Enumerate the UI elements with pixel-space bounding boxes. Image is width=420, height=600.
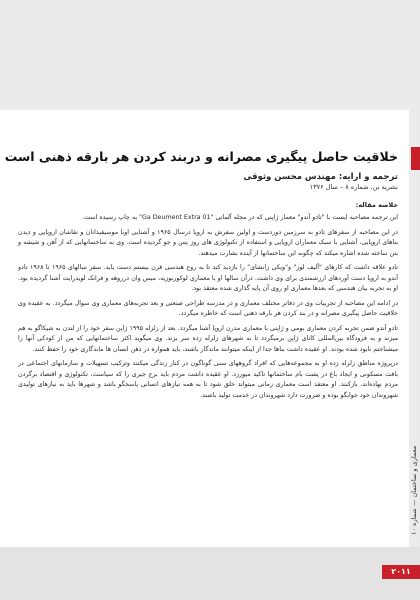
page-number: ۲۰۱۱ [382, 565, 420, 579]
article-title: خلاقیت حاصل پیگیری مصرانه و دربند کردن هر بارقه ذهنی است [4, 149, 398, 164]
article-byline: ترجمه و ارایه: مهندس محسن وثوقی [243, 172, 398, 182]
footer-band [0, 547, 420, 600]
journal-name-vertical: معماری و ساختمان — شماره ۱۰ [410, 445, 418, 535]
top-gray-band [0, 0, 420, 110]
summary-heading: خلاصه مقاله: [355, 201, 398, 209]
paragraph: این ترجمه مصاحبه ایست با "تادو آندو" معمار ژاپنی که در مجله آلمانی "Ga Deument Extra 01" به چاپ رسیده است. [82, 214, 398, 221]
article [4, 148, 398, 405]
article-source: نشریه بن، شماره ۸ – سال ۱۳۷۶ [309, 183, 398, 191]
paragraph: درپروژه مناطق زلزله زده او به مجموعه‌هایی که افراد گروههای سنی گوناگون در کنار زندگی میکنند وترکیب تسهیلات و سازمانهای اجتماعی در بافت مسکونی و ایجاد باغ در پشت بام ساختمانها تاکید میورزد. او عقیده داشت مردم باید برج جیری را که سیاست، تکنولوژی و اقتصاد برگردن مردم نهاده‌اند، بازکنند. او معتقد است معماری زمانی میتواند خلق شود تا به همه نیازهای انسانی پاسخگو باشد و شهرها باید به نیازهای تولیدی شهروندان خود جوابگو بوده و ضرورت دارد شهروندان در خدمت تولید باشند. [18, 360, 398, 399]
paragraph: در این مصاحبه از سفرهای تادو به سرزمین دوردست و اولین سفرش به اروپا درسال ۱۹۶۵ و آشنایی اوبا موسیقیدانان و نقاشان اروپایی و دیدن بناهای اروپایی، آشنایی با سبک معماران اروپایی و استفاده از تکنولوژی های روز پس و جو گردیده است. وی به ساختمانهایی که از آهن و شیشه و بتن ساخته شده اشاره میکند که چگونه این ساختمانها از آینده بشارت میدهند. [18, 228, 398, 257]
paragraph: تادو آندو ضمن تجربه کردن معماری بومی و ژاپنی با معماری مدرن اروپا آشنا میگردد. بعد از زلزله ۱۹۹۵ ژاپن سفر خود را از لندن به شیکاگو به هم میزند و به فرودگاه بین‌المللی کانای ژاپن برمیگردد تا به شهرهای زلزله زده سر بزند. وی میگوید اکثر ساختمانهایی که من از کودکی آنها را میشناختم نابود شده بودند. او عقیده داشت بناها جدا از اینکه میتوانند ماندگار باشند، باید همواره در ذهن انسان ها ماندگاری خود را حفظ کنند. [18, 324, 398, 353]
paragraph: تادو علاقه داشت که کارهای "آلیف لوز" و"ویکی زانشای" را بازدید کند تا به روح هندسی قرن بیستم دست یابد. سفر سالهای ۱۹۶۵ تا ۱۹۶۸ تادو آندو به اروپا دست آوردهای ارزشمندی برای وی داشت. درآن سالها او با معماری لوکوربوزیه، میس وان درروهه و فرانک لویدرایت آشنا گردیده بود. او به تجربه بیان هندسی که بعدها معماری او روی آن پایه گذاری شده معتقد بود. [18, 264, 398, 292]
title-accent-bar [411, 147, 420, 170]
paragraph: در ادامه این مصاحبه از تجربیات وی در دفاتر مختلف معماری و در مدرسه طراحی صنعتی و بعد تجربه‌های معماری وی سوال میگردد. به عقیده وی خلاقیت حاصل پیگیری مصرانه و در بند کردن هر بارقه ذهنی است که خاطره میگردد. [18, 299, 398, 317]
